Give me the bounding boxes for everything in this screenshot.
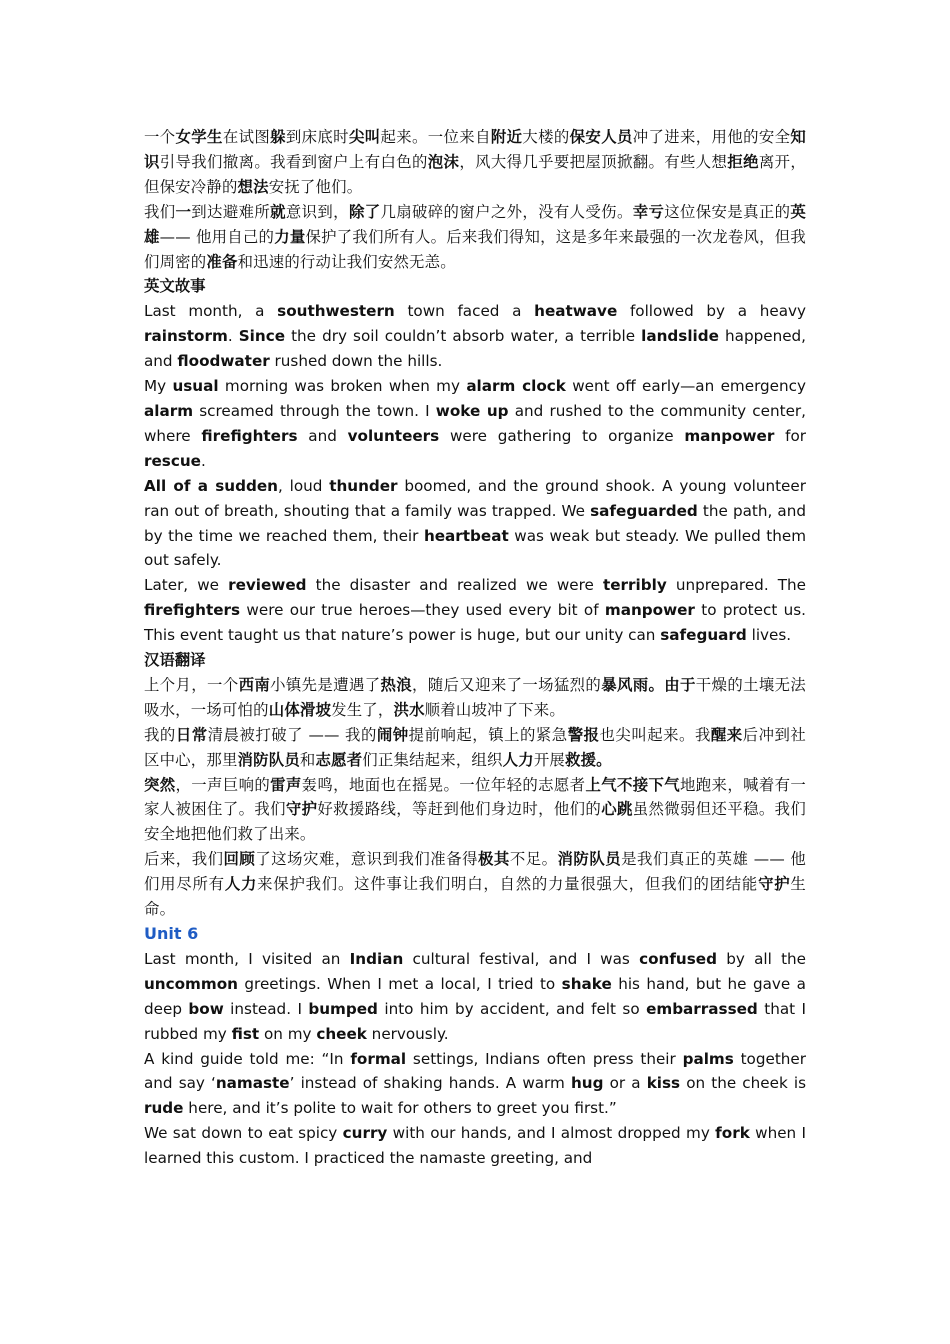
bold-term: firefighters bbox=[144, 601, 241, 620]
text-run: 了这场灾难，意识到我们准备得 bbox=[255, 850, 478, 869]
bold-term: 雷声 bbox=[270, 775, 302, 794]
bold-term: 女学生 bbox=[175, 128, 223, 146]
paragraph bbox=[144, 573, 806, 648]
bold-term: 附近 bbox=[490, 128, 523, 146]
text-run: 也尖叫起来。我 bbox=[599, 725, 711, 744]
bold-term: 守护 bbox=[285, 800, 318, 819]
paragraph bbox=[144, 1121, 806, 1171]
bold-term: hug bbox=[570, 1074, 604, 1093]
text-run: ，风大得几乎要把屋顶掀翻。有些人想 bbox=[459, 152, 728, 171]
bold-term: bumped bbox=[308, 999, 378, 1018]
bold-term: 守护 bbox=[758, 875, 791, 894]
bold-term: 泡沫 bbox=[427, 152, 460, 171]
paragraph bbox=[144, 200, 806, 275]
bold-term: rude bbox=[144, 1099, 184, 1118]
text-run: My bbox=[144, 377, 173, 396]
text-run: 英文故事 bbox=[144, 277, 206, 296]
bold-term: 拒绝 bbox=[727, 152, 759, 171]
text-run: 大楼的 bbox=[522, 128, 570, 146]
text-run: 后来，我们 bbox=[144, 850, 224, 869]
bold-term: 保安人员 bbox=[569, 128, 633, 146]
text-run: to protect us. This event taught us that nature’s power is huge, but our unity can bbox=[144, 601, 806, 645]
text-run: 离开，但保安冷静的 bbox=[144, 152, 806, 196]
bold-term: thunder bbox=[329, 476, 398, 495]
bold-term: 想法 bbox=[237, 177, 269, 196]
text-run: Later, we bbox=[144, 576, 229, 595]
bold-term: kiss bbox=[646, 1074, 681, 1093]
bold-term: floodwater bbox=[177, 352, 270, 371]
text-run: ，一声巨响的 bbox=[175, 775, 271, 794]
text-run: 来保护我们。这件事让我们明白，自然的力量很强大，但我们的团结能 bbox=[257, 875, 759, 894]
text-run: the disaster and realized we were bbox=[306, 576, 603, 595]
text-run: 发生了， bbox=[331, 700, 394, 719]
text-run: 引导我们撤离。我看到窗户上有白色的 bbox=[159, 152, 428, 171]
text-run: 意识到， bbox=[285, 202, 349, 221]
text-run: —— 他用自己的 bbox=[159, 227, 275, 246]
text-run: ’ instead of shaking hands. A warm bbox=[289, 1074, 571, 1093]
text-run: nervously. bbox=[366, 1024, 449, 1043]
text-run: 提前响起，镇上的紧急 bbox=[408, 725, 568, 744]
text-run: the path, and by the time we reached them, their bbox=[144, 501, 806, 545]
bold-term: 力量 bbox=[274, 227, 306, 246]
bold-term: 突然 bbox=[144, 775, 176, 794]
paragraph bbox=[144, 125, 806, 200]
bold-term: 幸亏 bbox=[632, 202, 665, 221]
text-run: 不足。 bbox=[509, 850, 558, 869]
text-run: 后冲到社区中心，那里 bbox=[144, 725, 806, 769]
text-run: on my bbox=[259, 1024, 317, 1043]
text-run: 冲了进来，用他的安全 bbox=[632, 128, 791, 146]
bold-term: safeguard bbox=[660, 626, 747, 645]
paragraph bbox=[144, 773, 806, 848]
text-run: happened, and bbox=[144, 327, 807, 371]
bold-term: 日常 bbox=[175, 725, 208, 744]
text-run: and rushed to the community center, where bbox=[144, 401, 806, 445]
text-run: screamed through the town. I bbox=[193, 401, 436, 420]
bold-term: rescue bbox=[144, 451, 201, 470]
text-run: , loud bbox=[277, 476, 330, 495]
text-run: that I rubbed my bbox=[144, 999, 806, 1043]
bold-term: curry bbox=[342, 1124, 388, 1143]
text-run: 虽然微弱但还平稳。我们安全地把他们救了出来。 bbox=[144, 800, 806, 844]
text-run: 到达避难所 bbox=[191, 202, 271, 221]
bold-term: 热浪 bbox=[380, 675, 413, 694]
bold-term: All of a sudden bbox=[144, 476, 278, 495]
bold-term: 志愿者 bbox=[315, 750, 363, 769]
text-run: 保护了我们所有人。后来我们得知，这是多年来最强的一次龙卷风，但我们周密的 bbox=[144, 227, 807, 271]
text-run: ，随后又迎来了一场猛烈的 bbox=[412, 675, 602, 694]
text-run: 生命。 bbox=[144, 875, 807, 919]
bold-term: 回顾 bbox=[223, 850, 256, 869]
paragraph bbox=[144, 374, 806, 474]
text-run: unprepared. The bbox=[666, 576, 806, 595]
text-run: the dry soil couldn’t absorb water, a terrible bbox=[285, 327, 642, 346]
text-run: . bbox=[227, 327, 239, 346]
bold-term: 救援。 bbox=[565, 750, 612, 769]
text-run: were gathering to organize bbox=[439, 426, 685, 445]
text-run: morning was broken when my bbox=[218, 377, 467, 396]
bold-term: 山体滑坡 bbox=[268, 700, 332, 719]
text-run: 们正集结起来，组织 bbox=[362, 750, 503, 769]
text-run: 小镇先是遭遇了 bbox=[270, 675, 381, 694]
text-run: 地跑来，喊着有一家人被困住了。我们 bbox=[144, 775, 806, 819]
bold-term: safeguarded bbox=[590, 501, 698, 520]
bold-term: southwestern bbox=[277, 302, 395, 321]
text-run: Unit 6 bbox=[144, 924, 199, 943]
bold-term: namaste bbox=[215, 1074, 290, 1093]
text-run: went off early—an emergency bbox=[565, 377, 806, 396]
paragraph bbox=[144, 847, 806, 922]
text-run: settings, Indians often press their bbox=[406, 1049, 683, 1068]
bold-term: 消防队员 bbox=[557, 850, 622, 869]
text-run: 汉语翻译 bbox=[144, 651, 206, 670]
bold-term: 醒来 bbox=[710, 725, 743, 744]
text-run: 上个月，一个 bbox=[144, 675, 239, 694]
bold-term: palms bbox=[682, 1049, 734, 1068]
bold-term: 暴风雨。由于 bbox=[601, 675, 696, 694]
bold-term: heatwave bbox=[534, 302, 618, 321]
text-run: 在试图 bbox=[222, 128, 271, 146]
bold-term: 知识 bbox=[144, 128, 806, 171]
paragraph bbox=[144, 474, 806, 574]
bold-term: volunteers bbox=[347, 426, 440, 445]
bold-term: 警报 bbox=[567, 725, 600, 744]
text-run: 一个 bbox=[144, 128, 176, 146]
paragraph bbox=[144, 673, 806, 723]
bold-term: alarm bbox=[144, 401, 194, 420]
unit-heading bbox=[144, 922, 806, 947]
bold-term: woke up bbox=[435, 401, 509, 420]
bold-term: Indian bbox=[349, 949, 404, 968]
bold-term: 英雄 bbox=[144, 202, 806, 246]
text-run: lives. bbox=[746, 626, 792, 645]
bold-term: 一 bbox=[175, 202, 192, 221]
bold-term: 洪水 bbox=[393, 700, 425, 719]
text-run: on the cheek is bbox=[680, 1074, 807, 1093]
bold-term: 躲 bbox=[270, 128, 286, 146]
bold-term: manpower bbox=[684, 426, 775, 445]
bold-term: Since bbox=[238, 327, 285, 346]
text-run: 好救援路线，等赶到他们身边时，他们的 bbox=[317, 800, 602, 819]
bold-term: bow bbox=[188, 999, 224, 1018]
text-run: . bbox=[200, 451, 206, 470]
text-run: 和迅速的行动让我们安然无恙。 bbox=[237, 252, 456, 271]
text-run: and bbox=[297, 426, 348, 445]
paragraph bbox=[144, 299, 806, 374]
bold-term: confused bbox=[639, 949, 717, 968]
bold-term: 尖叫 bbox=[348, 128, 381, 146]
paragraph bbox=[144, 1047, 806, 1122]
section-heading bbox=[144, 274, 806, 299]
text-run: 几扇破碎的窗户之外，没有人受伤。 bbox=[380, 202, 633, 221]
bold-term: terribly bbox=[603, 576, 667, 595]
bold-term: 消防队员 bbox=[237, 750, 300, 769]
bold-term: manpower bbox=[604, 601, 695, 620]
text-run: 我们 bbox=[144, 202, 176, 221]
text-run: 到床底时 bbox=[285, 128, 349, 146]
bold-term: 上气不接下气 bbox=[585, 775, 681, 794]
text-run: 和 bbox=[299, 750, 316, 769]
bold-term: alarm clock bbox=[466, 377, 566, 396]
text-run: 这位保安是真正的 bbox=[664, 202, 791, 221]
text-run: 开展 bbox=[533, 750, 565, 769]
text-run: when I learned this custom. I practiced the namaste greeting, and bbox=[144, 1124, 806, 1168]
bold-term: fist bbox=[231, 1024, 260, 1043]
text-run: here, and it’s polite to wait for others to greet you first.” bbox=[183, 1099, 617, 1118]
bold-term: formal bbox=[350, 1049, 407, 1068]
text-run: 起来。一位来自 bbox=[380, 128, 491, 146]
text-run: 轰鸣，地面也在摇晃。一位年轻的志愿者 bbox=[301, 775, 586, 794]
text-run: together and say ‘ bbox=[144, 1049, 806, 1093]
bold-term: 人力 bbox=[502, 750, 534, 769]
bold-term: rainstorm bbox=[144, 327, 228, 346]
text-run: into him by accident, and felt so bbox=[377, 999, 647, 1018]
bold-term: cheek bbox=[316, 1024, 367, 1043]
text-run: 干燥的土壤无法吸水，一场可怕的 bbox=[144, 675, 806, 719]
bold-term: 就 bbox=[270, 202, 286, 221]
text-run: cultural festival, and I was bbox=[403, 949, 640, 968]
bold-term: reviewed bbox=[228, 576, 307, 595]
paragraph bbox=[144, 947, 806, 1047]
text-run: instead. I bbox=[223, 999, 309, 1018]
bold-term: shake bbox=[561, 974, 612, 993]
text-run: town faced a bbox=[394, 302, 535, 321]
document-page bbox=[144, 125, 806, 1171]
text-run: A kind guide told me: “In bbox=[144, 1049, 351, 1068]
bold-term: 心跳 bbox=[601, 800, 633, 819]
text-run: We sat down to eat spicy bbox=[144, 1124, 343, 1143]
bold-term: 闹钟 bbox=[376, 725, 409, 744]
text-run: 安抚了他们。 bbox=[268, 177, 363, 196]
text-run: 清晨被打破了 —— 我的 bbox=[207, 725, 377, 744]
text-run: followed by a heavy bbox=[617, 302, 807, 321]
text-run: with our hands, and I almost dropped my bbox=[387, 1124, 716, 1143]
bold-term: 人力 bbox=[224, 875, 258, 894]
text-run: was weak but steady. We pulled them out safely. bbox=[144, 526, 806, 570]
text-run: boomed, and the ground shook. A young volunteer ran out of breath, shouting that a family was trapped. We bbox=[144, 476, 806, 520]
text-run: by all the bbox=[716, 949, 806, 968]
bold-term: embarrassed bbox=[646, 999, 758, 1018]
bold-term: firefighters bbox=[201, 426, 298, 445]
text-run: were our true heroes—they used every bit of bbox=[240, 601, 605, 620]
bold-term: landslide bbox=[641, 327, 719, 346]
text-run: 是我们真正的英雄 —— 他们用尽所有 bbox=[144, 850, 806, 894]
text-run: rushed down the hills. bbox=[269, 352, 443, 371]
paragraph bbox=[144, 723, 806, 773]
section-heading bbox=[144, 648, 806, 673]
text-run: or a bbox=[603, 1074, 647, 1093]
bold-term: heartbeat bbox=[423, 526, 509, 545]
bold-term: uncommon bbox=[144, 974, 238, 993]
text-run: Last month, a bbox=[144, 302, 278, 321]
text-run: his hand, but he gave a deep bbox=[144, 974, 806, 1018]
text-run: Last month, I visited an bbox=[144, 949, 350, 968]
bold-term: fork bbox=[715, 1124, 750, 1143]
bold-term: 极其 bbox=[478, 850, 510, 869]
text-run: 顺着山坡冲了下来。 bbox=[424, 700, 565, 719]
bold-term: 准备 bbox=[206, 252, 238, 271]
text-run: 我的 bbox=[144, 725, 176, 744]
text-run: greetings. When I met a local, I tried to bbox=[237, 974, 562, 993]
bold-term: 除了 bbox=[348, 202, 381, 221]
bold-term: usual bbox=[172, 377, 219, 396]
bold-term: 西南 bbox=[238, 675, 271, 694]
text-run: for bbox=[774, 426, 806, 445]
